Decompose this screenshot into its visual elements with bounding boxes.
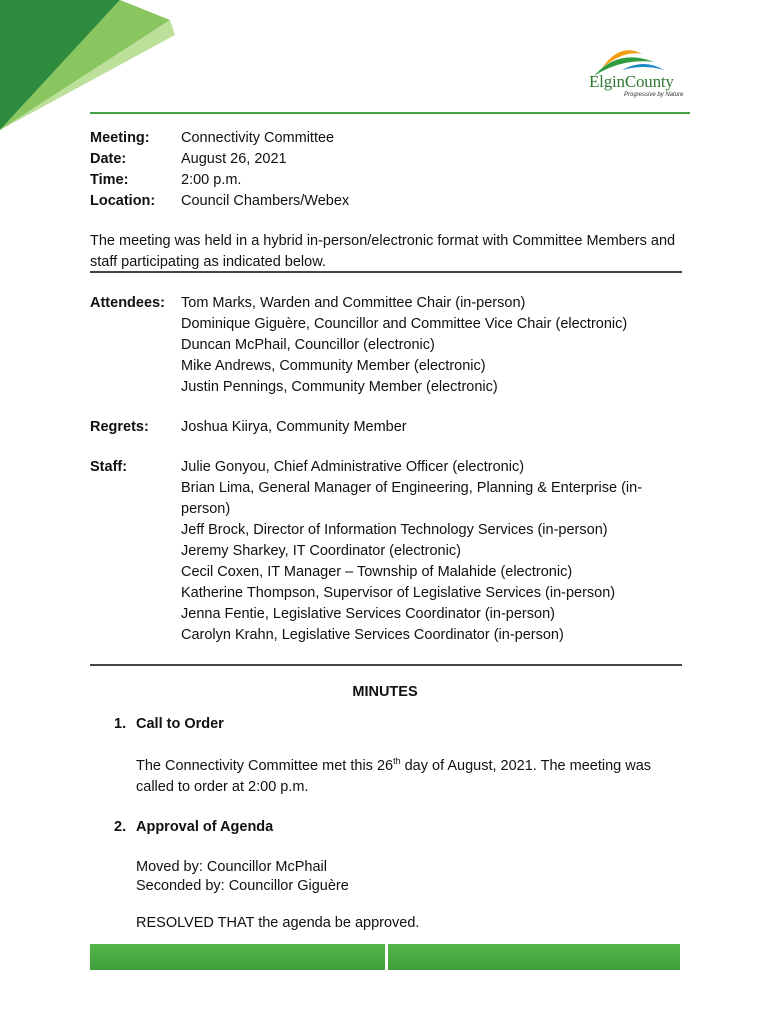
minutes-heading: MINUTES bbox=[352, 684, 418, 700]
section-title: Approval of Agenda bbox=[136, 819, 274, 835]
meta-label: Location: bbox=[90, 193, 156, 209]
staff-item: Julie Gonyou, Chief Administrative Officer (electronic) bbox=[181, 459, 525, 475]
meta-value: Connectivity Committee bbox=[181, 130, 335, 146]
section-heading-approval-of-agenda bbox=[114, 819, 273, 835]
staff-item: Jenna Fentie, Legislative Services Coordinator (in-person) bbox=[181, 606, 555, 622]
header-divider bbox=[90, 112, 690, 114]
meta-value: August 26, 2021 bbox=[181, 151, 287, 167]
staff-item: Jeff Brock, Director of Information Technology Services (in-person) bbox=[181, 522, 608, 538]
meta-label: Meeting: bbox=[90, 130, 150, 146]
seconded-by: Seconded by: Councillor Giguère bbox=[136, 878, 349, 894]
staff-item: Cecil Coxen, IT Manager – Township of Malahide (electronic) bbox=[181, 564, 573, 580]
meta-value: Council Chambers/Webex bbox=[181, 193, 350, 209]
regret-item: Joshua Kiirya, Community Member bbox=[181, 419, 407, 435]
attendee-item: Tom Marks, Warden and Committee Chair (in-person) bbox=[181, 295, 526, 311]
meta-row-date bbox=[90, 149, 349, 170]
elgin-county-logo bbox=[572, 40, 690, 102]
staff-label: Staff: bbox=[90, 459, 128, 475]
regrets-label: Regrets: bbox=[90, 419, 149, 435]
section-number: 1. bbox=[114, 716, 127, 732]
section-divider bbox=[90, 271, 682, 273]
attendees-label: Attendees: bbox=[90, 295, 165, 311]
meta-row-meeting bbox=[90, 128, 349, 149]
corner-decoration bbox=[0, 0, 175, 130]
meta-row-time bbox=[90, 170, 349, 191]
intro-paragraph: The meeting was held in a hybrid in-person/electronic format with Committee Members and staff participating as indicated below. bbox=[90, 233, 676, 270]
attendee-item: Justin Pennings, Community Member (electronic) bbox=[181, 379, 498, 395]
motion-block bbox=[136, 858, 686, 896]
section-divider bbox=[90, 664, 682, 666]
call-to-order-paragraph: The Connectivity Committee met this 26th day of August, 2021. The meeting was called to order at 2:00 p.m. bbox=[136, 756, 652, 795]
section-number: 2. bbox=[114, 819, 127, 835]
resolution-text: RESOLVED THAT the agenda be approved. bbox=[136, 915, 420, 931]
regrets-section bbox=[90, 417, 681, 438]
meeting-details bbox=[90, 128, 349, 212]
staff-item: Brian Lima, General Manager of Engineering, Planning & Enterprise (in-person) bbox=[181, 480, 643, 517]
section-heading-call-to-order bbox=[114, 716, 224, 732]
staff-item: Jeremy Sharkey, IT Coordinator (electronic) bbox=[181, 543, 461, 559]
staff-section bbox=[90, 457, 666, 646]
meta-label: Date: bbox=[90, 151, 127, 167]
footer-bar bbox=[90, 944, 680, 970]
staff-item: Carolyn Krahn, Legislative Services Coordinator (in-person) bbox=[181, 627, 564, 643]
logo-tagline: Progressive by Nature bbox=[624, 92, 684, 98]
logo-text: ElginCounty bbox=[589, 72, 674, 91]
staff-item: Katherine Thompson, Supervisor of Legislative Services (in-person) bbox=[181, 585, 616, 601]
moved-by: Moved by: Councillor McPhail bbox=[136, 859, 327, 875]
meta-row-location bbox=[90, 191, 349, 212]
attendee-item: Duncan McPhail, Councillor (electronic) bbox=[181, 337, 435, 353]
meta-label: Time: bbox=[90, 172, 129, 188]
attendee-item: Dominique Giguère, Councillor and Committee Vice Chair (electronic) bbox=[181, 316, 628, 332]
attendees-section bbox=[90, 293, 681, 398]
attendee-item: Mike Andrews, Community Member (electronic) bbox=[181, 358, 486, 374]
section-title: Call to Order bbox=[136, 716, 224, 732]
meta-value: 2:00 p.m. bbox=[181, 172, 242, 188]
